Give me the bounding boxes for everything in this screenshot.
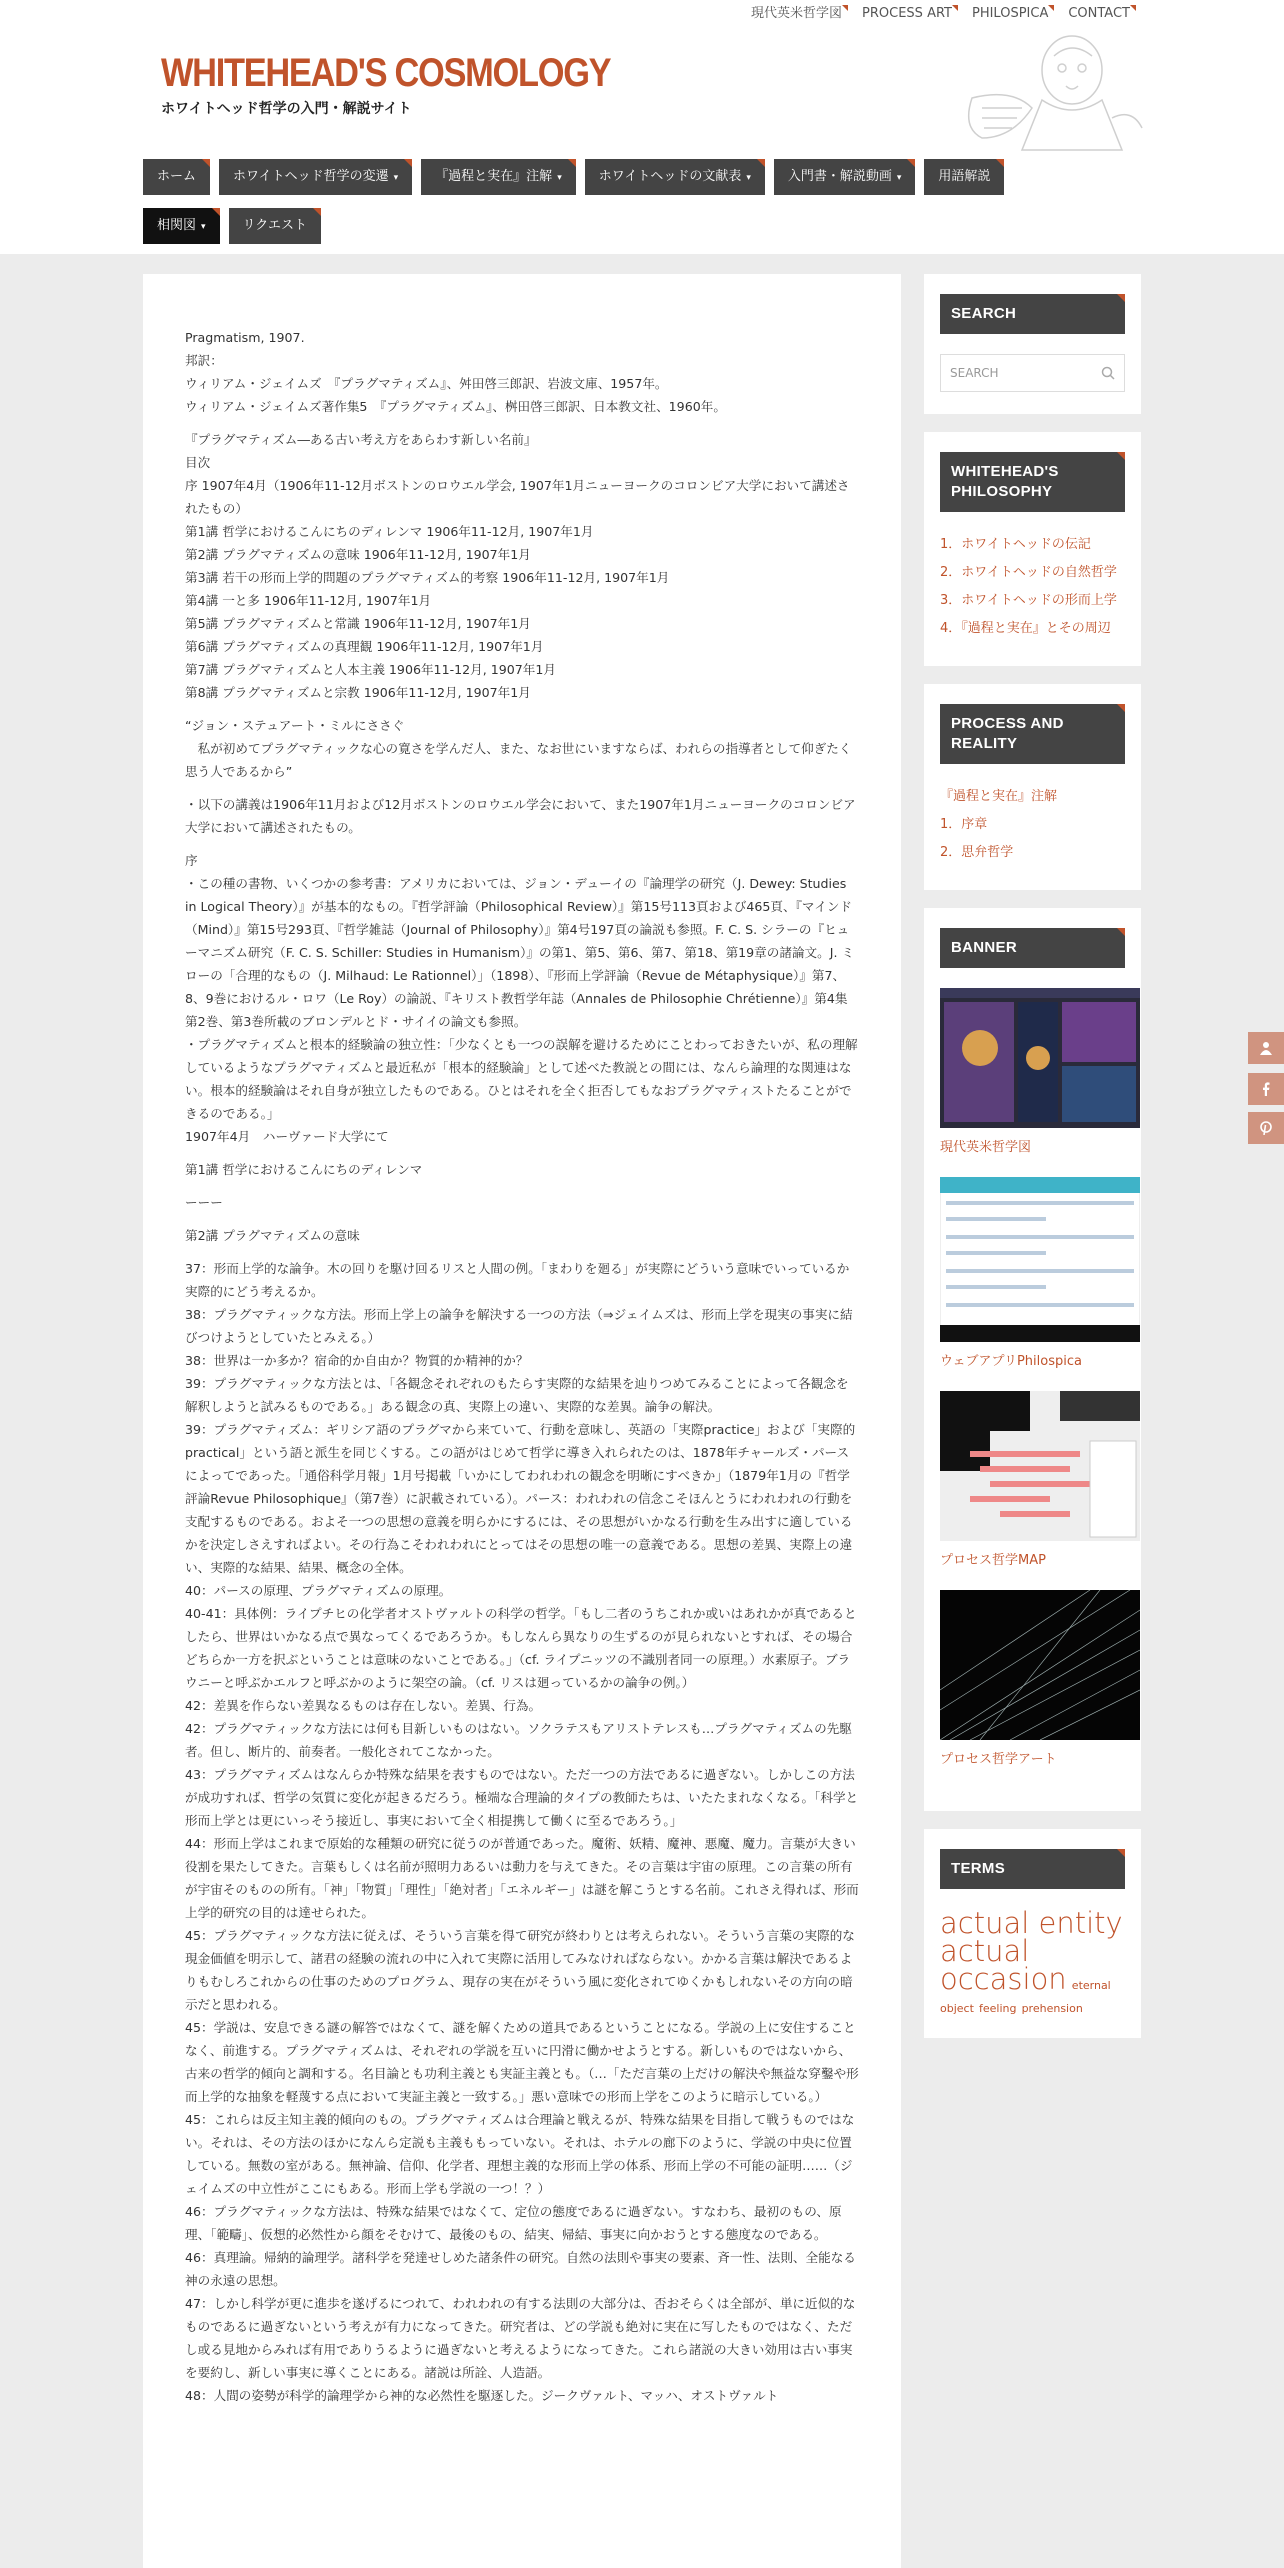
link-metaphysics[interactable]: 3．ホワイトヘッドの形而上学	[940, 593, 1117, 608]
chevron-down-icon: ▾	[201, 222, 206, 232]
chevron-down-icon: ▾	[557, 173, 562, 183]
content-paragraph: Pragmatism, 1907. 邦訳： ウィリアム・ジェイムズ 『プラグマティズム』、舛田啓三郎訳、岩波文庫、1957年。 ウィリアム・ジェイムズ著作集5 『プラグマティズム』、桝田啓三郎訳、日本教文社、1960年。	[185, 330, 726, 414]
search-placeholder: SEARCH	[950, 366, 999, 380]
banner-image-map[interactable]	[940, 988, 1140, 1128]
term-actual-entity[interactable]: actual entity	[940, 1906, 1123, 1940]
nav-label: ホワイトヘッドの文献表	[598, 169, 742, 184]
banner-caption[interactable]: プロセス哲学MAP	[940, 1553, 1046, 1568]
header	[0, 0, 1284, 254]
philosophy-widget	[924, 432, 1141, 666]
content-paragraph: 第2講 プラグマティズムの意味	[185, 1228, 360, 1243]
widget-title: BANNER	[940, 928, 1125, 968]
widget-title: TERMS	[940, 1849, 1125, 1889]
main-content	[143, 274, 901, 2568]
nav-label: 相関図	[157, 218, 197, 233]
nav-diagram[interactable]	[143, 208, 220, 244]
nav-label: ホワイトヘッド哲学の変遷	[233, 169, 389, 184]
site-title[interactable]: WHITEHEAD'S COSMOLOGY	[161, 51, 611, 95]
chevron-down-icon: ▾	[746, 173, 751, 183]
link-annotation[interactable]: 『過程と実在』注解	[940, 789, 1058, 804]
top-link-map[interactable]: 現代英米哲学図	[741, 5, 852, 23]
nav-process-reality[interactable]	[421, 159, 576, 195]
banner-widget	[924, 908, 1141, 1811]
link-biography[interactable]: 1．ホワイトヘッドの伝記	[940, 537, 1091, 552]
top-links	[741, 5, 1140, 23]
link-introduction[interactable]: 1．序章	[940, 817, 988, 832]
term-object[interactable]: object	[940, 2002, 974, 2015]
widget-title: PROCESS AND REALITY	[940, 704, 1125, 764]
top-link-philospica[interactable]: PHILOSPICA	[962, 5, 1058, 23]
process-reality-widget	[924, 684, 1141, 890]
link-natural-philosophy[interactable]: 2．ホワイトヘッドの自然哲学	[940, 565, 1117, 580]
content-paragraph: 序 ・この種の書物、いくつかの参考書：アメリカにおいては、ジョン・デューイの『論理学の研究（J. Dewey: Studies in Logical Theory）』が基本的なもの。『哲学評論（Philosophical Review）』第15号113頁および465頁、『マインド（Mind）』第15号293頁、『哲学雑誌（Journal of Philosophy）』第4号197頁の論説も参照。F. C. S. シラーの『ヒューマニズム研究（F. C. S. Schiller: Studies in Humanism）』の第1、第5、第6、第7、第18、第19章の諸論文。J. ミローの「合理的なもの（J. Milhaud: Le Rationnel）」（1898）、『形而上学評論（Revue de Métaphysique）』第7、8、9巻におけるル・ロワ（Le Roy）の論説、『キリスト教哲学年誌（Annales de Philosophie Chrétienne）』第4集第2巻、第3巻所載のブロンデルとド・サイイの論文も参照。 ・プラグマティズムと根本的経験論の独立性：「少なくとも一つの誤解を避けるためにことわっておきたいが、私の理解しているようなプラグマティズムと最近私が「根本的経験論」として述べた教説との間には、なんら論理的な関連はない。根本的経験論はそれ自身が独立したものである。ひとはそれを全く拒否してもなおプラグマティストたることができるのである。」 1907年4月 ハーヴァード大学にて	[185, 853, 858, 1144]
term-prehension[interactable]: prehension	[1021, 2002, 1083, 2015]
site-logo[interactable]	[161, 50, 683, 118]
banner-image-process-art[interactable]	[940, 1590, 1140, 1740]
content-paragraph: ・以下の講義は1906年11月および12月ボストンのロウエル学会において、また1907年1月ニューヨークのコロンビア大学において講述されたもの。	[185, 797, 856, 835]
banner-caption[interactable]: ウェブアプリPhilospica	[940, 1354, 1082, 1369]
terms-widget	[924, 1829, 1141, 2038]
widget-title: SEARCH	[940, 294, 1125, 334]
nav-glossary[interactable]	[924, 159, 1004, 195]
nav-home[interactable]	[143, 159, 210, 195]
sidebar	[924, 274, 1141, 2056]
search-widget	[924, 274, 1141, 414]
content-paragraph: 37：形而上学的な論争。木の回りを駆け回るリスと人間の例。「まわりを廻る」が実際にどういう意味でいっているか実際的にどう考えるか。 38：プラグマティックな方法。形而上学上の論争を解決する一つの方法（⇒ジェイムズは、形而上学を現実の事実に結びつけようとしていたとみえる。） 38：世界は一か多か？宿命的か自由か？物質的か精神的か？ 39：プラグマティックな方法とは、「各観念それぞれのもたらす実際的な結果を辿りつめてみることによって各観念を解釈しようと試みるものである。」ある観念の真、実際上の違い、実際的な差異。論争の解決。 39：プラグマティズム：ギリシア語のプラグマから来ていて、行動を意味し、英語の「実際practice」および「実際的practical」という語と派生を同じくする。この語がはじめて哲学に導き入れられたのは、1878年チャールズ・パースによってであった。「通俗科学月報」1月号掲載「いかにしてわれわれの観念を明晰にすべきか」（1879年1月の『哲学評論Revue Philosophique』（第7巻）に訳載されている）。パース：われわれの信念こそほんとうにわれわれの行動を支配するものである。およそ一つの思想の意義を明らかにするには、その思想がいかなる行動を生み出すに適しているかを決定しさえすればよい。その行為こそわれわれにとってはその思想の唯一の意義である。思想の差異、実際上の違い、実際的な結果、結果、概念の全体。 40：パースの原理、プラグマティズムの原理。 40-41：具体例：ライプチヒの化学者オストヴァルトの科学の哲学。「もし二者のうちこれか或いはあれかが真であるとしたら、世界はいかなる点で異なってくるであろうか。もしなんら異なりの生ずるのが見られないとすれば、その場合どちらか一方を択ぶということは意味のないことである。」（cf. ライプニッツの不識別者同一の原理。）水素原子。ブラウニーと呼ぶかエルフと呼ぶかのように架空の論。（cf. リスは廻っているかの論争の例。） 42：差異を作らない差異なるものは存在しない。差異、行為。 42：プラグマティックな方法には何も目新しいものはない。ソクラテスもアリストテレスも…プラグマティズムの先駆者。但し、断片的、前奏者。一般化されてこなかった。 43：プラグマティズムはなんらか特殊な結果を表すものではない。ただ一つの方法であるに過ぎない。しかしこの方法が成功すれば、哲学の気質に変化が起きるだろう。極端な合理論的タイプの教師たちは、いたたまれなくなる。「科学と形而上学とは更にいっそう接近し、事実において全く相提携して働くに至るであろう。」 44：形而上学はこれまで原始的な種類の研究に従うのが普通であった。魔術、妖精、魔神、悪魔、魔力。言葉が大きい役割を果たしてきた。言葉もしくは名前が照明力あるいは動力を与えてきた。その言葉は宇宙の原理。この言葉の所有が宇宙そのものの所有。「神」「物質」「理性」「絶対者」「エネルギー」は謎を解こうとする名前。これさえ得れば、形而上学的研究の目的は達せられた。 45：プラグマティックな方法に従えば、そういう言葉を得て研究が終わりとは考えられない。そういう言葉の実際的な現金価値を明示して、諸君の経験の流れの中に入れて実際に活用してみなければならない。かかる言葉は解決であるよりもむしろこれからの仕事のためのプログラム、現存の実在がそういう風に変化されてゆくかもしれないその方向の暗示だと思われる。 45：学説は、安息できる謎の解答ではなくて、謎を解くための道具であるということになる。学説の上に安住することなく、前進する。プラグマティズムは、それぞれの学説を互いに円滑に働かせようとする。新しいものではないから、古来の哲学的傾向と調和する。名目論とも功利主義とも実証主義とも。（…「ただ言葉の上だけの解決や無益な穿鑿や形而上学的な抽象を軽蔑する点において実証主義と一致する。」悪い意味での形而上学をこのように暗示している。） 45：これらは反主知主義的傾向のもの。プラグマティズムは合理論と戦えるが、特殊な結果を目指して戦うものではない。それは、その方法のほかになんら定説も主義ももっていない。それは、ホテルの廊下のように、学説の中央に位置している。無数の室がある。無神論、信仰、化学者、理想主義的な形而上学の体系、形而上学の不可能の証明……（ジェイムズの中立性がここにもある。形而上学も学説の一つ！？） 46：プラグマティックな方法は、特殊な結果ではなくて、定位の態度であるに過ぎない。すなわち、最初のもの、原理、「範疇」、仮想的必然性から顔をそむけて、最後のもの、結実、帰結、事実に向かおうとする態度なのである。 46：真理論。帰納的論理学。諸科学を発達せしめた諸条件の研究。自然の法則や事実の要素、斉一性、法則、全能なる神の永遠の思想。 47：しかし科学が更に進歩を遂げるにつれて、われわれの有する法則の大部分は、否おそらくは全部が、単に近似的なものであるに過ぎないという考えが有力になってきた。研究者は、どの学説も絶対に実在に写したものではなく、ただし或る見地からみれば有用でありうるように過ぎないと考えるようになってきた。これら諸説の大きい効用は古い事実を要約し、新しい事実に導くことにある。諸説は所詮、人造語。 48：人間の姿勢が科学的論理学から神的な必然性を駆逐した。ジークヴァルト、マッハ、オストヴァルト	[185, 1261, 859, 2403]
nav-philosophy-history[interactable]	[219, 159, 412, 195]
term-feeling[interactable]: feeling	[979, 2002, 1017, 2015]
nav-label: 『過程と実在』注解	[435, 169, 553, 184]
term-actual-occasion[interactable]: actual occasion	[940, 1934, 1067, 1996]
whitehead-sketch-image	[962, 28, 1144, 152]
widget-title: WHITEHEAD'S PHILOSOPHY	[940, 452, 1125, 512]
content-paragraph: “ジョン・ステュアート・ミルにささぐ 私が初めてプラグマティックな心の寛さを学んだ人、また、なお世にいますならば、われらの指導者として仰ぎたく思う人であるから”	[185, 718, 852, 779]
top-link-contact[interactable]: CONTACT	[1058, 5, 1140, 23]
main-nav	[143, 159, 1143, 257]
content-paragraph: 『プラグマティズム―ある古い考え方をあらわす新しい名前』 目次 序 1907年4月（1906年11-12月ボストンのロウエル学会, 1907年1月ニューヨークのコロンビア大学において講述されたもの） 第1講 哲学におけるこんにちのディレンマ 1906年11-12月, 1907年1月 第2講 プラグマティズムの意味 1906年11-12月, 1907年1月 第3講 若干の形而上学的問題のプラグマティズム的考察 1906年11-12月, 1907年1月 第4講 一と多 1906年11-12月, 1907年1月 第5講 プラグマティズムと常識 1906年11-12月, 1907年1月 第6講 プラグマティズムの真理観 1906年11-12月, 1907年1月 第7講 プラグマティズムと人本主義 1906年11-12月, 1907年1月 第8講 プラグマティズムと宗教 1906年11-12月, 1907年1月	[185, 432, 850, 700]
nav-label: ホーム	[157, 169, 197, 184]
banner-image-process-map[interactable]	[940, 1391, 1140, 1541]
top-link-process-art[interactable]: PROCESS ART	[852, 5, 962, 23]
content-paragraph: ーーー	[185, 1195, 223, 1210]
banner-caption[interactable]: プロセス哲学アート	[940, 1752, 1057, 1767]
search-input[interactable]	[940, 354, 1125, 392]
term-eternal[interactable]: eternal	[1071, 1979, 1111, 1992]
term-row	[940, 1934, 1125, 1996]
search-icon[interactable]	[1101, 366, 1115, 380]
nav-bibliography[interactable]	[585, 159, 765, 195]
person-icon[interactable]	[1248, 1032, 1284, 1064]
term-row	[940, 1997, 1125, 2016]
nav-intro-videos[interactable]	[774, 159, 916, 195]
facebook-icon[interactable]	[1248, 1073, 1284, 1105]
chevron-down-icon: ▾	[393, 173, 399, 183]
site-subtitle: ホワイトヘッド哲学の入門・解説サイト	[161, 101, 412, 117]
nav-label: 入門書・解説動画	[787, 169, 892, 184]
banner-image-philospica[interactable]	[940, 1177, 1140, 1342]
content-paragraph: 第1講 哲学におけるこんにちのディレンマ	[185, 1162, 423, 1177]
nav-request[interactable]	[229, 208, 321, 244]
link-speculative-philosophy[interactable]: 2．思弁哲学	[940, 845, 1014, 860]
banner-caption[interactable]: 現代英米哲学図	[940, 1140, 1032, 1155]
pinterest-icon[interactable]	[1248, 1112, 1284, 1144]
chevron-down-icon: ▾	[896, 173, 902, 183]
nav-label: リクエスト	[242, 218, 308, 233]
link-process-reality-around[interactable]: 4．『過程と実在』とその周辺	[940, 621, 1111, 636]
nav-label: 用語解説	[938, 169, 991, 184]
